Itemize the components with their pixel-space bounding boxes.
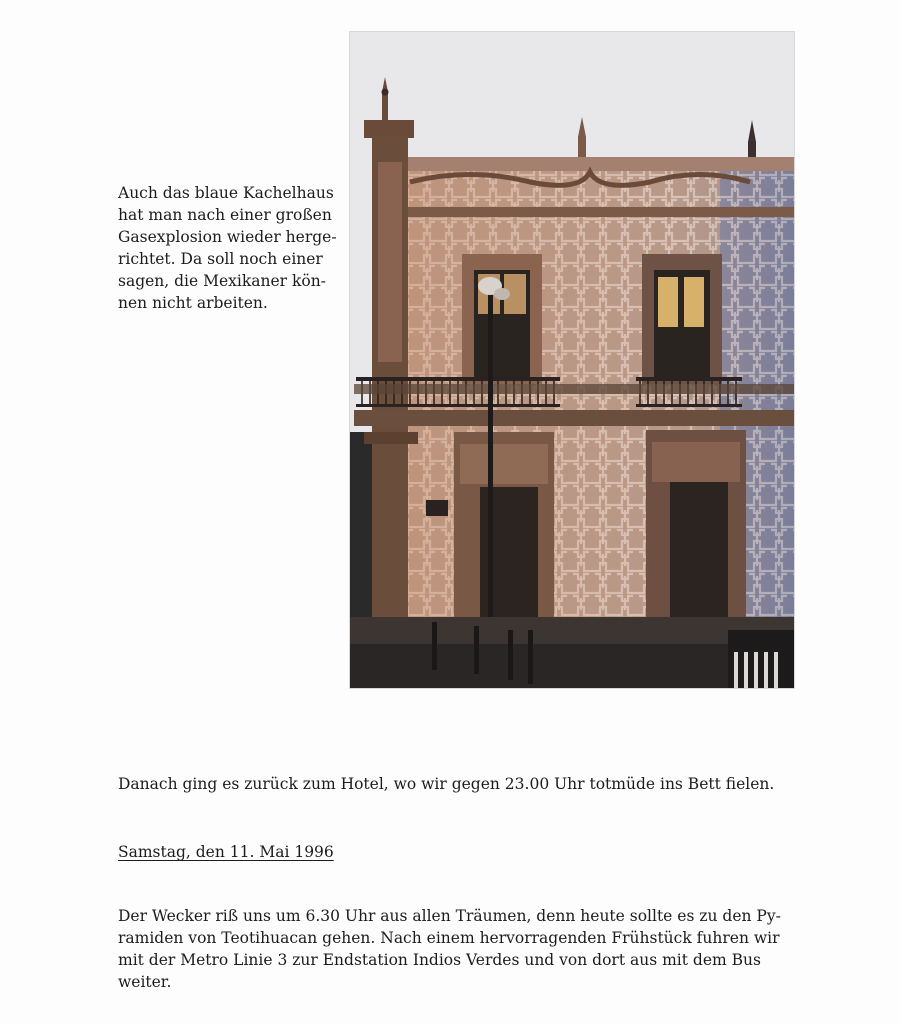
caption-line: Gasexplosion wieder herge-	[118, 228, 337, 246]
caption-line: nen nicht arbeiten.	[118, 294, 268, 312]
photo-caption	[118, 182, 346, 314]
building-photo	[350, 32, 794, 688]
paragraph-line: mit der Metro Linie 3 zur Endstation Indios Verdes und von dort aus mit dem Bus	[118, 951, 761, 969]
paragraph-line: Der Wecker riß uns um 6.30 Uhr aus allen Träumen, denn heute sollte es zu den Py-	[118, 907, 781, 925]
date-heading: Samstag, den 11. Mai 1996	[118, 843, 334, 861]
caption-line: Auch das blaue Kachelhaus	[118, 184, 334, 202]
paragraph-return-hotel: Danach ging es zurück zum Hotel, wo wir gegen 23.00 Uhr totmüde ins Bett fielen.	[118, 775, 775, 793]
house-of-tiles-illustration	[350, 32, 794, 688]
caption-line: richtet. Da soll noch einer	[118, 250, 323, 268]
paragraph-line: ramiden von Teotihuacan gehen. Nach einem hervorragenden Frühstück fuhren wir	[118, 929, 780, 947]
paragraph-teotihuacan	[118, 905, 781, 993]
caption-line: sagen, die Mexikaner kön-	[118, 272, 326, 290]
paragraph-line: weiter.	[118, 973, 172, 991]
caption-line: hat man nach einer großen	[118, 206, 332, 224]
